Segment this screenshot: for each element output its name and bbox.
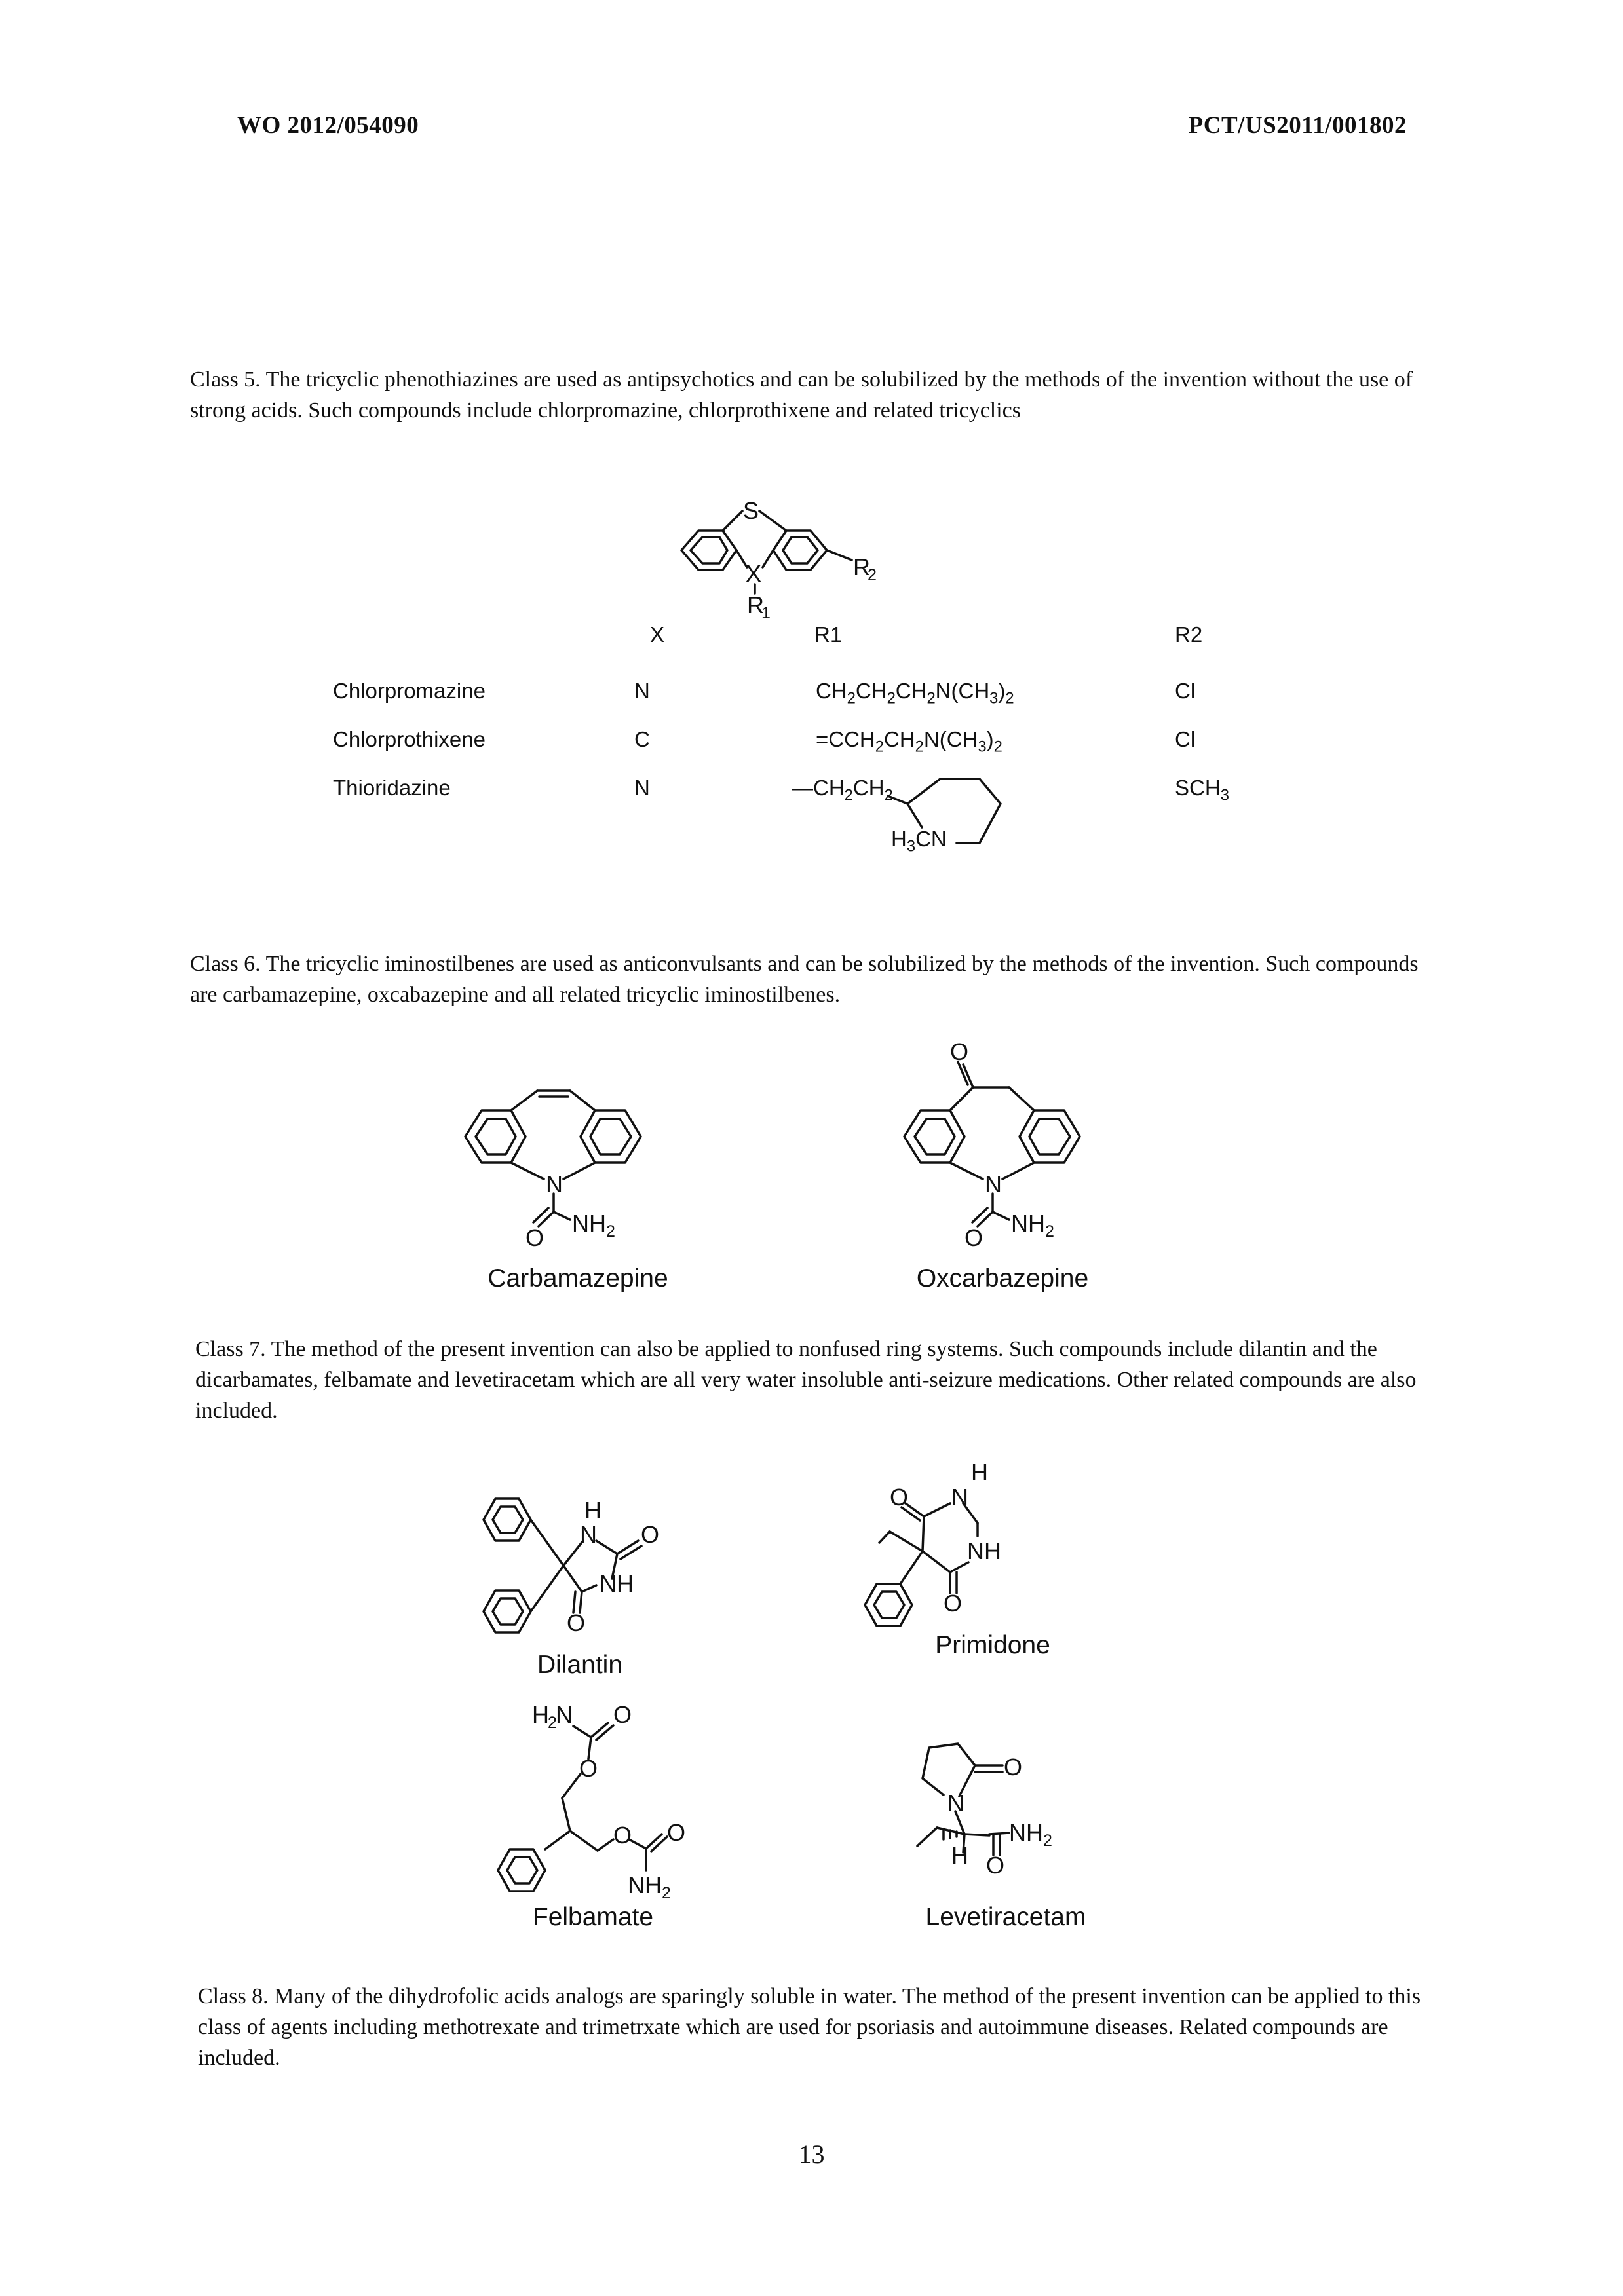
svg-text:O: O bbox=[579, 1755, 598, 1782]
svg-text:X: X bbox=[746, 560, 762, 587]
substituent-r1: $CH_2CH_2CH_2N(CH_3)_2$ bbox=[816, 679, 1014, 707]
oxcarbazepine-label: Oxcarbazepine bbox=[916, 1264, 1089, 1292]
class5-paragraph: Class 5. The tricyclic phenothiazines are used as antipsychotics and can be solubilized by the methods of the invention without the use of strong acids. Such compounds include chlorpromazine, chlorprothixene and related tricyclics bbox=[190, 367, 1413, 423]
svg-text:O: O bbox=[525, 1224, 544, 1251]
dilantin-label: Dilantin bbox=[537, 1651, 623, 1679]
class7-paragraph: Class 7. The method of the present invention can also be applied to nonfused ring systems. Such compounds include dilantin and the dicarbamates, felbamate and levetiracetam which are all very water insoluble anti-seizure medications. Other related compounds are also included. bbox=[195, 1337, 1417, 1423]
application-number: PCT/US2011/001802 bbox=[1188, 112, 1407, 139]
svg-text:S: S bbox=[743, 497, 759, 524]
substituent-r2: $SCH_3$ bbox=[1175, 776, 1229, 804]
svg-text:2: 2 bbox=[1043, 1832, 1052, 1850]
levetiracetam-structure bbox=[878, 1729, 1114, 1906]
compound-name: Chlorpromazine bbox=[333, 679, 486, 703]
svg-text:N: N bbox=[556, 1701, 573, 1728]
svg-text:O: O bbox=[890, 1484, 909, 1511]
svg-text:2: 2 bbox=[868, 566, 877, 584]
svg-text:2: 2 bbox=[548, 1714, 557, 1732]
primidone-label: Primidone bbox=[935, 1631, 1050, 1659]
svg-text:NH: NH bbox=[967, 1537, 1001, 1564]
svg-text:O: O bbox=[944, 1590, 963, 1617]
svg-text:O: O bbox=[613, 1701, 632, 1728]
svg-text:1: 1 bbox=[761, 604, 771, 622]
svg-text:NH: NH bbox=[1011, 1210, 1045, 1237]
substituent-r2: Cl bbox=[1175, 679, 1196, 703]
phenothiazine-core-structure bbox=[655, 491, 957, 629]
compound-name: Chlorprothixene bbox=[333, 727, 486, 751]
svg-text:R: R bbox=[747, 592, 764, 618]
substituent-x: N bbox=[634, 679, 650, 703]
svg-text:H: H bbox=[532, 1701, 549, 1728]
svg-text:H: H bbox=[584, 1497, 601, 1524]
svg-text:O: O bbox=[567, 1609, 586, 1636]
svg-text:2: 2 bbox=[606, 1222, 615, 1241]
svg-text:O: O bbox=[667, 1819, 686, 1846]
dilantin-structure bbox=[472, 1467, 708, 1664]
class6-paragraph: Class 6. The tricyclic iminostilbenes are used as anticonvulsants and can be solubilized by the methods of the invention. Such compounds are carbamazepine, oxcabazepine and all related tricyclic iminostilbenes. bbox=[190, 952, 1419, 1007]
svg-text:O: O bbox=[950, 1038, 969, 1065]
svg-text:N: N bbox=[951, 1484, 968, 1511]
svg-text:NH: NH bbox=[1009, 1819, 1043, 1846]
svg-text:NH: NH bbox=[600, 1570, 634, 1597]
svg-text:N: N bbox=[985, 1171, 1002, 1197]
svg-text:N: N bbox=[947, 1790, 964, 1816]
compound-name: Thioridazine bbox=[333, 776, 451, 800]
felbamate-label: Felbamate bbox=[532, 1903, 654, 1931]
felbamate-structure bbox=[485, 1697, 773, 1906]
svg-text:O: O bbox=[964, 1224, 983, 1251]
svg-text:NH: NH bbox=[572, 1210, 606, 1237]
svg-text:2: 2 bbox=[1045, 1222, 1054, 1241]
svg-text:O: O bbox=[641, 1521, 660, 1548]
substituent-x: N bbox=[634, 776, 650, 800]
oxcarbazepine-structure bbox=[891, 1035, 1153, 1271]
svg-text:R: R bbox=[853, 554, 870, 580]
column-header-r2: R2 bbox=[1175, 622, 1203, 647]
svg-text:H: H bbox=[951, 1842, 968, 1869]
svg-text:O: O bbox=[613, 1822, 632, 1849]
substituent-r2: Cl bbox=[1175, 727, 1196, 751]
substituent-r1-methylpiperidine: $H_3CN$ bbox=[891, 827, 947, 856]
svg-text:2: 2 bbox=[662, 1884, 671, 1902]
svg-text:O: O bbox=[1004, 1754, 1023, 1780]
page-number: 13 bbox=[798, 2139, 825, 2169]
svg-text:NH: NH bbox=[628, 1872, 662, 1898]
carbamazepine-structure bbox=[452, 1074, 701, 1271]
substituent-x: C bbox=[634, 727, 650, 751]
column-header-x: X bbox=[650, 622, 665, 647]
svg-text:N: N bbox=[546, 1171, 563, 1197]
column-header-r1: R1 bbox=[814, 622, 843, 647]
svg-text:N: N bbox=[580, 1521, 597, 1548]
substituent-r1: $—CH_2CH_2$ bbox=[792, 776, 893, 804]
levetiracetam-label: Levetiracetam bbox=[925, 1903, 1086, 1931]
substituent-r1: $=CCH_2CH_2N(CH_3)_2$ bbox=[816, 727, 1002, 756]
svg-text:O: O bbox=[986, 1852, 1005, 1879]
carbamazepine-label: Carbamazepine bbox=[487, 1264, 668, 1292]
piperidine-ring-structure bbox=[888, 770, 1039, 855]
class8-paragraph: Class 8. Many of the dihydrofolic acids analogs are sparingly soluble in water. The method of the present invention can be applied to this class of agents including methotrexate and trimetrxate which are used for psoriasis and autoimmune diseases. Related compounds are included. bbox=[198, 1984, 1421, 2070]
publication-number: WO 2012/054090 bbox=[237, 112, 419, 139]
svg-text:H: H bbox=[971, 1459, 988, 1486]
primidone-structure bbox=[852, 1454, 1088, 1651]
